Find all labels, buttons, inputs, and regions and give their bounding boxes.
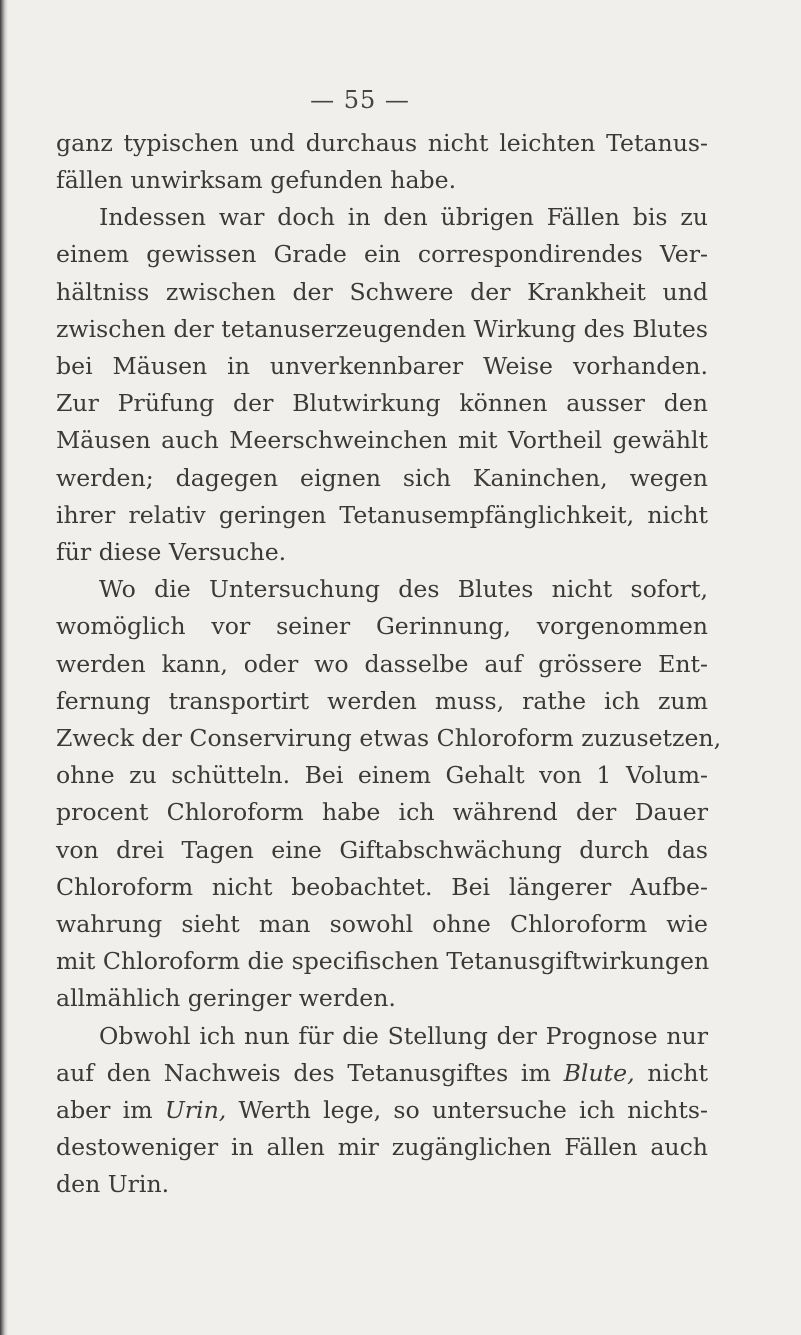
italic-word: Blute, — [563, 1059, 635, 1087]
text-line: fernung transportirt werden muss, rathe ich zum — [56, 687, 708, 715]
text-line: Obwohl ich nun für die Stellung der Prognose nur — [99, 1022, 708, 1050]
text-run: aber im — [56, 1096, 165, 1124]
text-line: Chloroform nicht beobachtet. Bei längerer Aufbe- — [56, 873, 708, 901]
text-line: den Urin. — [56, 1170, 170, 1198]
text-line: mit Chloroform die specifischen Tetanusgiftwirkungen — [56, 947, 710, 975]
text-line: Indessen war doch in den übrigen Fällen bis zu — [99, 203, 708, 231]
text-line: einem gewissen Grade ein correspondirendes Ver- — [56, 240, 708, 268]
text-line: hältniss zwischen der Schwere der Krankheit und — [56, 278, 708, 306]
text-line — [56, 1096, 708, 1124]
text-line: allmählich geringer werden. — [56, 984, 396, 1012]
text-line: ganz typischen und durchaus nicht leichten Tetanus- — [56, 129, 708, 157]
text-line: Wo die Untersuchung des Blutes nicht sofort, — [99, 575, 708, 603]
text-line: destoweniger in allen mir zugänglichen Fällen auch — [56, 1133, 708, 1161]
text-line: Zur Prüfung der Blutwirkung können ausser den — [56, 389, 708, 417]
text-line: ohne zu schütteln. Bei einem Gehalt von 1 Volum- — [56, 761, 708, 789]
text-line: Mäusen auch Meerschweinchen mit Vortheil gewählt — [56, 426, 708, 454]
text-line: fällen unwirksam gefunden habe. — [56, 166, 457, 194]
text-line: werden; dagegen eignen sich Kaninchen, wegen — [56, 464, 708, 492]
text-line — [56, 1059, 708, 1087]
text-line: von drei Tagen eine Giftabschwächung durch das — [56, 836, 708, 864]
text-line: womöglich vor seiner Gerinnung, vorgenommen — [56, 612, 708, 640]
text-line: procent Chloroform habe ich während der Dauer — [56, 798, 708, 826]
text-line: für diese Versuche. — [56, 538, 287, 566]
text-line: Zweck der Conservirung etwas Chloroform zuzusetzen, — [56, 724, 722, 752]
italic-word: Urin, — [164, 1096, 227, 1124]
text-line: zwischen der tetanuserzeugenden Wirkung des Blutes — [56, 315, 708, 343]
text-line: bei Mäusen in unverkennbarer Weise vorhanden. — [56, 352, 708, 380]
text-run: nicht — [634, 1059, 708, 1087]
text-run: Werth lege, so untersuche ich nichts- — [226, 1096, 708, 1124]
text-line: ihrer relativ geringen Tetanusempfänglichkeit, nicht — [56, 501, 708, 529]
page-number: — 55 — — [310, 86, 410, 114]
text-line: werden kann, oder wo dasselbe auf grössere Ent- — [56, 650, 708, 678]
text-run: auf den Nachweis des Tetanusgiftes im — [56, 1059, 564, 1087]
text-line: wahrung sieht man sowohl ohne Chloroform wie — [56, 910, 708, 938]
